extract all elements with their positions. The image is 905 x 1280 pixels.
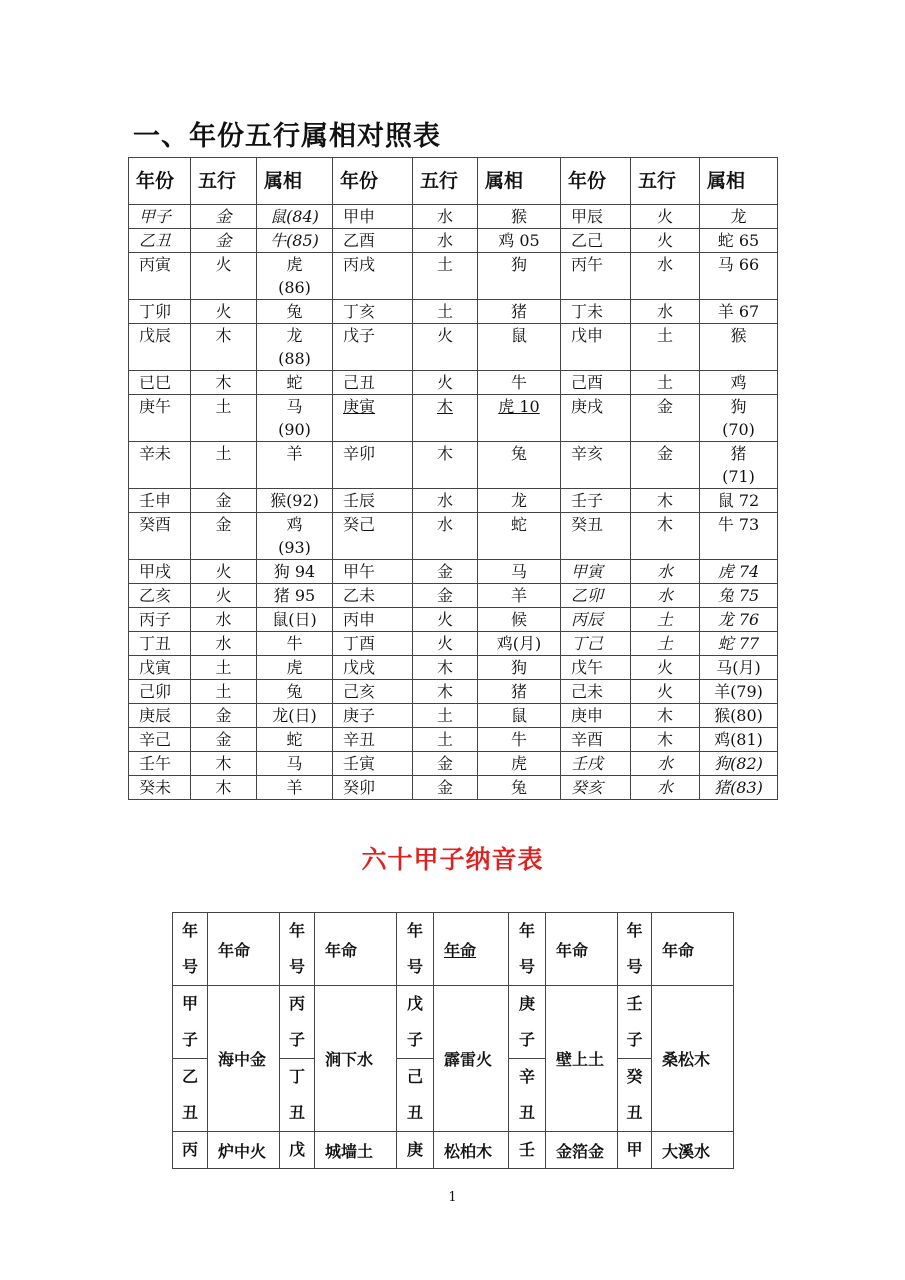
cell-element: 土: [631, 371, 700, 395]
cell-zodiac: 蛇: [257, 371, 333, 395]
cell-zodiac: 鸡(81): [700, 728, 778, 752]
cell-year: 丁酉: [333, 632, 413, 656]
cell-zodiac: 虎 74: [700, 560, 778, 584]
cell-zodiac: 猴(80): [700, 704, 778, 728]
fate-label: 年命: [208, 913, 280, 986]
cell-element: 火: [413, 608, 478, 632]
cell-zodiac: 鼠 72: [700, 489, 778, 513]
cell-element: 水: [631, 776, 700, 800]
cell-year: 庚午: [129, 395, 191, 442]
cell-year: 戊寅: [129, 656, 191, 680]
cell-element: 水: [631, 253, 700, 300]
cell-zodiac: 狗(82): [700, 752, 778, 776]
cell-element: 土: [191, 656, 257, 680]
cell-zodiac: 猪 95: [257, 584, 333, 608]
table1-row: [129, 608, 778, 632]
year-cell: 戊: [280, 1132, 315, 1169]
cell-zodiac: 龙: [700, 205, 778, 229]
cell-year: 戊戌: [333, 656, 413, 680]
cell-zodiac: 羊: [257, 776, 333, 800]
cell-year: 丁未: [561, 300, 631, 324]
cell-element: 木: [191, 324, 257, 371]
cell-year: 辛酉: [561, 728, 631, 752]
nayin-table: [172, 912, 734, 1169]
cell-element: 木: [631, 728, 700, 752]
table1-row: [129, 632, 778, 656]
cell-zodiac: 马: [478, 560, 561, 584]
cell-year: 庚辰: [129, 704, 191, 728]
cell-year: 癸酉: [129, 513, 191, 560]
cell-element: 火: [191, 560, 257, 584]
header-element: 五行: [631, 158, 700, 205]
cell-element: 水: [191, 632, 257, 656]
cell-zodiac: 蛇 65: [700, 229, 778, 253]
table1-row: [129, 704, 778, 728]
cell-zodiac: 虎: [257, 656, 333, 680]
table2-title: 六十甲子纳音表: [361, 845, 544, 874]
cell-year: 已巳: [129, 371, 191, 395]
cell-element: 火: [631, 680, 700, 704]
cell-zodiac: 猪(83): [700, 776, 778, 800]
cell-zodiac: 鸡: [700, 371, 778, 395]
cell-year: 丙子: [129, 608, 191, 632]
cell-year: 庚戌: [561, 395, 631, 442]
cell-zodiac: 鼠(日): [257, 608, 333, 632]
fate-label: 年命: [434, 913, 509, 986]
year-pair-bottom: 癸 丑: [618, 1059, 652, 1132]
cell-zodiac: 龙(日): [257, 704, 333, 728]
cell-zodiac: 羊: [257, 442, 333, 489]
cell-zodiac: 候: [478, 608, 561, 632]
cell-year: 丙寅: [129, 253, 191, 300]
table1-row: [129, 395, 778, 442]
cell-zodiac: 狗: [478, 253, 561, 300]
cell-zodiac: 猴: [478, 205, 561, 229]
table1-row: [129, 489, 778, 513]
cell-element: 木: [631, 704, 700, 728]
cell-year: 癸丑: [561, 513, 631, 560]
year-pair-bottom: 己 丑: [397, 1059, 434, 1132]
cell-element: 火: [631, 656, 700, 680]
fate-name: 大溪水: [652, 1132, 734, 1169]
cell-year: 辛己: [129, 728, 191, 752]
cell-element: 水: [413, 513, 478, 560]
year-label: 年 号: [280, 913, 315, 986]
cell-year: 乙未: [333, 584, 413, 608]
cell-zodiac: 鸡(月): [478, 632, 561, 656]
year-cell: 庚: [397, 1132, 434, 1169]
table1-row: [129, 680, 778, 704]
cell-year: 壬子: [561, 489, 631, 513]
header-element: 五行: [413, 158, 478, 205]
fate-label: 年命: [652, 913, 734, 986]
cell-year: 乙己: [561, 229, 631, 253]
cell-year: 丁卯: [129, 300, 191, 324]
table1-row: [129, 205, 778, 229]
cell-element: 水: [631, 300, 700, 324]
cell-year: 庚子: [333, 704, 413, 728]
cell-element: 火: [413, 324, 478, 371]
cell-zodiac: 猴(92): [257, 489, 333, 513]
table1-row: [129, 442, 778, 489]
header-zodiac: 属相: [700, 158, 778, 205]
year-pair-top: 戊 子: [397, 986, 434, 1059]
cell-element: 水: [413, 489, 478, 513]
cell-zodiac: 马: [257, 752, 333, 776]
cell-element: 金: [413, 776, 478, 800]
cell-element: 木: [191, 371, 257, 395]
fate-label: 年命: [315, 913, 397, 986]
year-pair-top: 壬 子: [618, 986, 652, 1059]
table2-group1-row: [173, 986, 734, 1059]
fate-label: 年命: [546, 913, 618, 986]
cell-year: 丙戌: [333, 253, 413, 300]
header-element: 五行: [191, 158, 257, 205]
year-pair-top: 甲 子: [173, 986, 208, 1059]
cell-element: 木: [191, 752, 257, 776]
cell-year: 戊午: [561, 656, 631, 680]
cell-element: 金: [191, 229, 257, 253]
cell-zodiac: 羊 67: [700, 300, 778, 324]
cell-zodiac: 羊: [478, 584, 561, 608]
fate-name: 城墙土: [315, 1132, 397, 1169]
cell-year: 甲辰: [561, 205, 631, 229]
cell-zodiac: 虎 (86): [257, 253, 333, 300]
cell-year: 癸亥: [561, 776, 631, 800]
year-cell: 甲: [618, 1132, 652, 1169]
cell-element: 木: [631, 513, 700, 560]
cell-zodiac: 猴: [700, 324, 778, 371]
cell-element: 金: [413, 560, 478, 584]
year-pair-bottom: 乙 丑: [173, 1059, 208, 1132]
header-year: 年份: [129, 158, 191, 205]
cell-zodiac: 鼠(84): [257, 205, 333, 229]
cell-year: 己卯: [129, 680, 191, 704]
cell-year: 戊申: [561, 324, 631, 371]
table2-header-row: [173, 913, 734, 986]
cell-zodiac: 狗 (70): [700, 395, 778, 442]
year-label: 年 号: [509, 913, 546, 986]
page-number: 1: [448, 1190, 457, 1205]
cell-element: 金: [413, 584, 478, 608]
fate-name: 海中金: [208, 986, 280, 1132]
cell-element: 火: [191, 253, 257, 300]
cell-element: 水: [191, 608, 257, 632]
cell-element: 木: [191, 776, 257, 800]
cell-zodiac: 马 (90): [257, 395, 333, 442]
year-label: 年 号: [397, 913, 434, 986]
cell-year: 辛卯: [333, 442, 413, 489]
year-label: 年 号: [173, 913, 208, 986]
cell-element: 土: [191, 680, 257, 704]
cell-year: 己未: [561, 680, 631, 704]
cell-zodiac: 鸡 (93): [257, 513, 333, 560]
table1-header-row: [129, 158, 778, 205]
cell-element: 火: [631, 205, 700, 229]
cell-element: 木: [413, 680, 478, 704]
header-zodiac: 属相: [257, 158, 333, 205]
cell-zodiac: 兔: [478, 442, 561, 489]
zodiac-element-table: [128, 157, 778, 800]
cell-zodiac: 兔 75: [700, 584, 778, 608]
cell-year: 甲子: [129, 205, 191, 229]
year-pair-top: 庚 子: [509, 986, 546, 1059]
year-pair-bottom: 辛 丑: [509, 1059, 546, 1132]
cell-zodiac: 鸡 05: [478, 229, 561, 253]
cell-zodiac: 蛇 77: [700, 632, 778, 656]
cell-zodiac: 兔: [257, 680, 333, 704]
cell-year: 甲寅: [561, 560, 631, 584]
cell-year: 丙辰: [561, 608, 631, 632]
year-label: 年 号: [618, 913, 652, 986]
cell-element: 木: [631, 489, 700, 513]
cell-element: 金: [191, 704, 257, 728]
cell-zodiac: 牛: [478, 371, 561, 395]
cell-element: 土: [191, 442, 257, 489]
cell-element: 土: [191, 395, 257, 442]
cell-zodiac: 猪 (71): [700, 442, 778, 489]
table1-row: [129, 776, 778, 800]
cell-year: 壬戌: [561, 752, 631, 776]
cell-year: 戊子: [333, 324, 413, 371]
cell-year: 庚申: [561, 704, 631, 728]
cell-year: 己丑: [333, 371, 413, 395]
cell-element: 金: [191, 205, 257, 229]
fate-name: 桑松木: [652, 986, 734, 1132]
table1-title: 一、年份五行属相对照表: [133, 121, 441, 152]
cell-element: 土: [413, 728, 478, 752]
table1-row: [129, 656, 778, 680]
cell-element: 木: [413, 656, 478, 680]
cell-element: 土: [631, 324, 700, 371]
cell-element: 水: [631, 752, 700, 776]
cell-zodiac: 马 66: [700, 253, 778, 300]
cell-year: 乙丑: [129, 229, 191, 253]
cell-element: 水: [631, 560, 700, 584]
cell-year: 辛亥: [561, 442, 631, 489]
cell-zodiac: 牛 73: [700, 513, 778, 560]
cell-year: 甲戌: [129, 560, 191, 584]
cell-year: 辛丑: [333, 728, 413, 752]
table1-row: [129, 300, 778, 324]
cell-element: 木: [413, 395, 478, 442]
cell-zodiac: 龙 (88): [257, 324, 333, 371]
cell-year: 乙亥: [129, 584, 191, 608]
cell-year: 壬午: [129, 752, 191, 776]
header-zodiac: 属相: [478, 158, 561, 205]
cell-element: 金: [413, 752, 478, 776]
cell-element: 金: [191, 513, 257, 560]
header-year: 年份: [561, 158, 631, 205]
cell-zodiac: 羊(79): [700, 680, 778, 704]
cell-element: 土: [413, 300, 478, 324]
cell-element: 水: [413, 205, 478, 229]
fate-name: 壁上土: [546, 986, 618, 1132]
cell-year: 丁己: [561, 632, 631, 656]
table1-row: [129, 728, 778, 752]
cell-year: 丙申: [333, 608, 413, 632]
cell-element: 金: [631, 442, 700, 489]
table1-row: [129, 560, 778, 584]
cell-zodiac: 猪: [478, 680, 561, 704]
cell-year: 壬寅: [333, 752, 413, 776]
cell-year: 癸己: [333, 513, 413, 560]
table1-row: [129, 229, 778, 253]
cell-zodiac: 兔: [257, 300, 333, 324]
cell-zodiac: 虎: [478, 752, 561, 776]
fate-name: 松柏木: [434, 1132, 509, 1169]
table1-row: [129, 253, 778, 300]
cell-element: 土: [413, 253, 478, 300]
cell-zodiac: 龙 76: [700, 608, 778, 632]
cell-zodiac: 牛: [257, 632, 333, 656]
table1-row: [129, 752, 778, 776]
cell-zodiac: 牛: [478, 728, 561, 752]
cell-year: 乙酉: [333, 229, 413, 253]
cell-zodiac: 兔: [478, 776, 561, 800]
cell-zodiac: 牛(85): [257, 229, 333, 253]
cell-year: 癸卯: [333, 776, 413, 800]
table1-row: [129, 513, 778, 560]
cell-year: 辛未: [129, 442, 191, 489]
year-cell: 丙: [173, 1132, 208, 1169]
cell-element: 火: [413, 371, 478, 395]
year-cell: 壬: [509, 1132, 546, 1169]
cell-year: 丁亥: [333, 300, 413, 324]
cell-zodiac: 蛇: [257, 728, 333, 752]
table1-row: [129, 371, 778, 395]
cell-year: 甲午: [333, 560, 413, 584]
cell-element: 火: [191, 300, 257, 324]
cell-zodiac: 龙: [478, 489, 561, 513]
cell-element: 火: [191, 584, 257, 608]
table1-row: [129, 324, 778, 371]
cell-element: 木: [413, 442, 478, 489]
cell-year: 甲申: [333, 205, 413, 229]
cell-zodiac: 鼠: [478, 324, 561, 371]
cell-element: 土: [631, 632, 700, 656]
cell-year: 壬申: [129, 489, 191, 513]
cell-year: 丁丑: [129, 632, 191, 656]
fate-name: 霹雷火: [434, 986, 509, 1132]
cell-zodiac: 狗 94: [257, 560, 333, 584]
cell-zodiac: 马(月): [700, 656, 778, 680]
cell-year: 己酉: [561, 371, 631, 395]
cell-year: 壬辰: [333, 489, 413, 513]
cell-element: 金: [191, 728, 257, 752]
year-pair-bottom: 丁 丑: [280, 1059, 315, 1132]
cell-element: 金: [191, 489, 257, 513]
cell-element: 金: [631, 395, 700, 442]
cell-year: 丙午: [561, 253, 631, 300]
fate-name: 涧下水: [315, 986, 397, 1132]
cell-zodiac: 猪: [478, 300, 561, 324]
cell-element: 水: [631, 584, 700, 608]
cell-year: 戊辰: [129, 324, 191, 371]
cell-zodiac: 鼠: [478, 704, 561, 728]
cell-element: 火: [631, 229, 700, 253]
cell-year: 庚寅: [333, 395, 413, 442]
cell-year: 己亥: [333, 680, 413, 704]
cell-element: 土: [413, 704, 478, 728]
cell-zodiac: 虎 10: [478, 395, 561, 442]
cell-year: 癸未: [129, 776, 191, 800]
fate-name: 金箔金: [546, 1132, 618, 1169]
cell-zodiac: 蛇: [478, 513, 561, 560]
cell-element: 水: [413, 229, 478, 253]
cell-zodiac: 狗: [478, 656, 561, 680]
cell-element: 火: [413, 632, 478, 656]
cell-year: 乙卯: [561, 584, 631, 608]
fate-name: 炉中火: [208, 1132, 280, 1169]
table1-row: [129, 584, 778, 608]
header-year: 年份: [333, 158, 413, 205]
cell-element: 土: [631, 608, 700, 632]
table2-group2-row: [173, 1132, 734, 1169]
year-pair-top: 丙 子: [280, 986, 315, 1059]
